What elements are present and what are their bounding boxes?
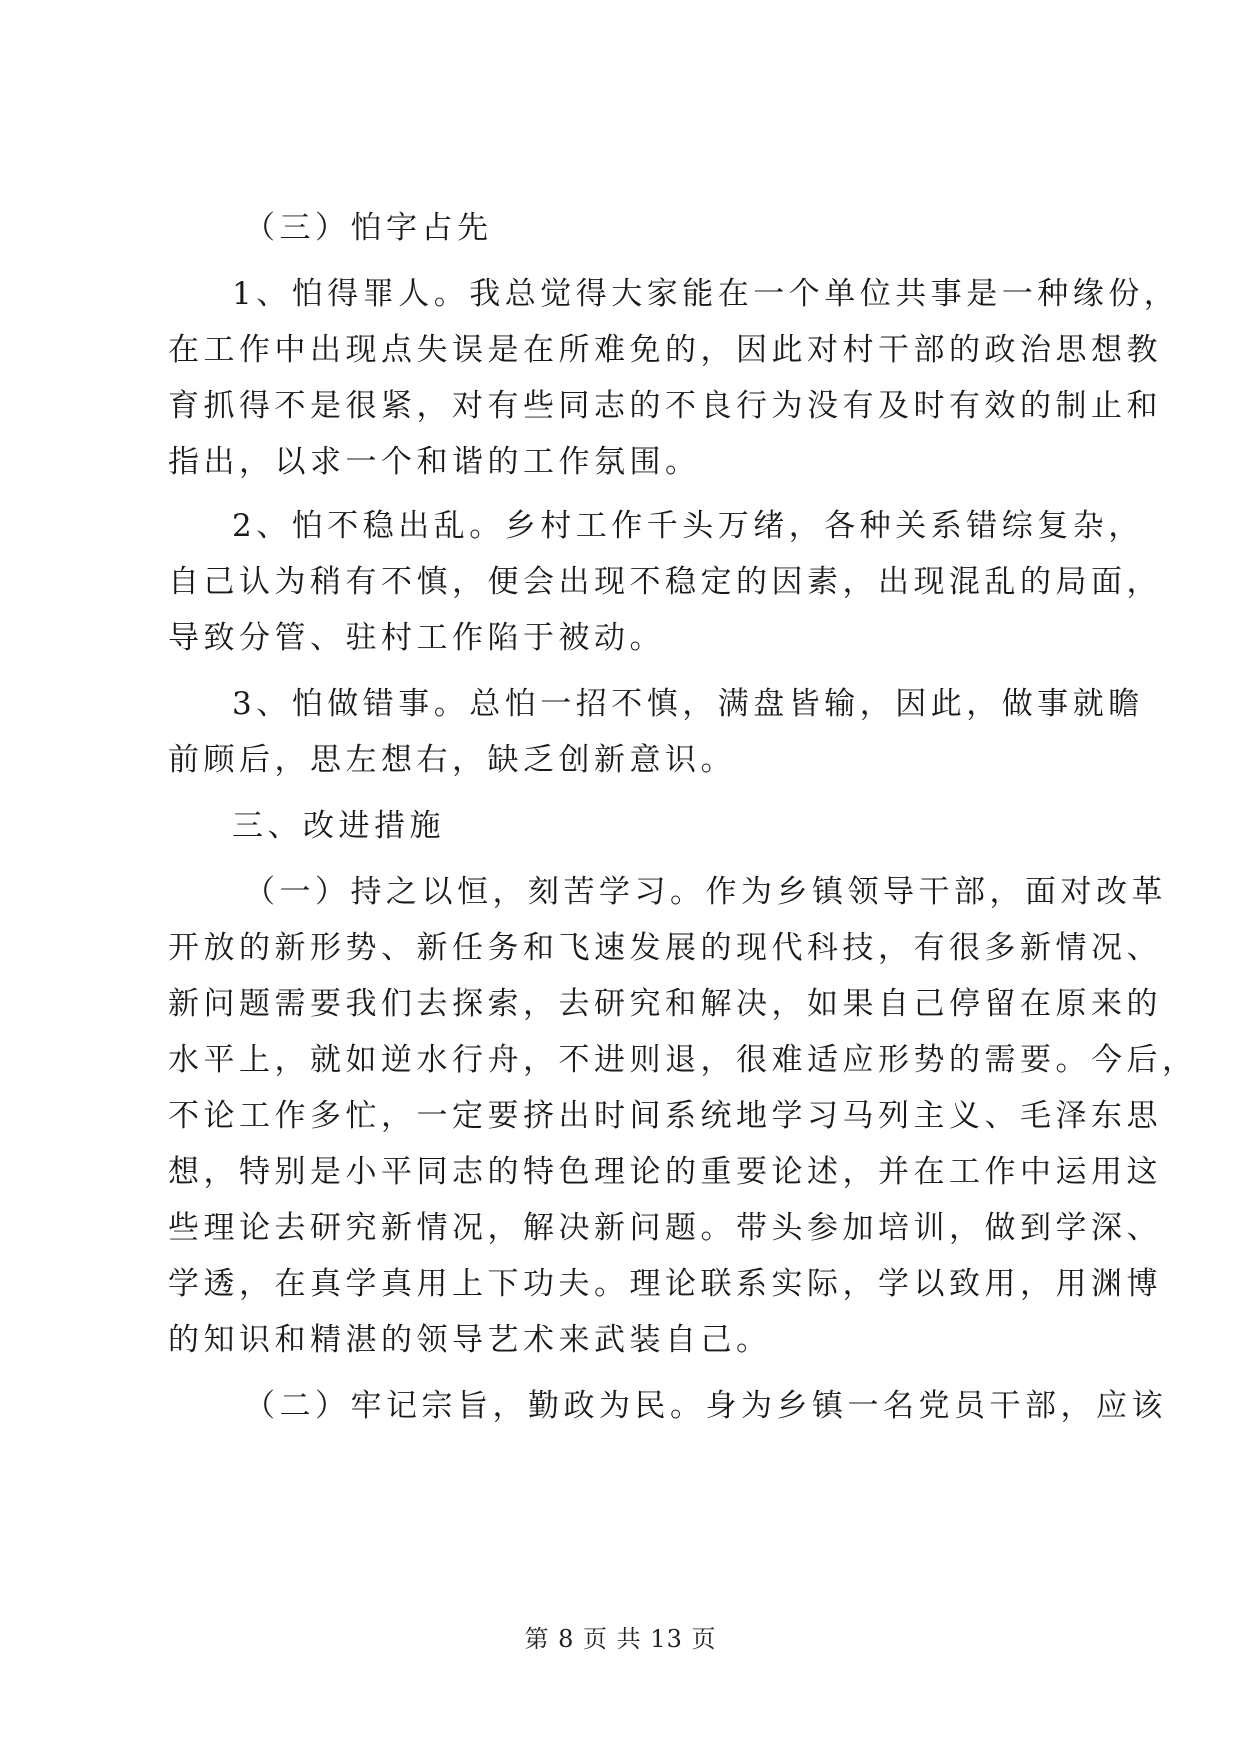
paragraph-line: 前顾后，思左想右，缺乏创新意识。: [168, 742, 736, 778]
section-heading: 三、改进措施: [232, 808, 445, 844]
paragraph-line: 水平上，就如逆水行舟，不进则退，很难适应形势的需要。今后，: [168, 1042, 1198, 1078]
paragraph-line: 3、怕做错事。总怕一招不慎，满盘皆输，因此，做事就瞻: [232, 686, 1144, 722]
paragraph-line: （二）牢记宗旨，勤政为民。身为乡镇一名党员干部，应该: [244, 1388, 1167, 1424]
paragraph-line: 1、怕得罪人。我总觉得大家能在一个单位共事是一种缘份，: [232, 276, 1180, 312]
paragraph-line: 开放的新形势、新任务和飞速发展的现代科技，有很多新情况、: [168, 930, 1162, 966]
paragraph-line: 些理论去研究新情况，解决新问题。带头参加培训，做到学深、: [168, 1210, 1162, 1246]
paragraph-line: 2、怕不稳出乱。乡村工作千头万绪，各种关系错综复杂，: [232, 508, 1144, 544]
paragraph-line: 导致分管、驻村工作陷于被动。: [168, 620, 665, 656]
paragraph-line: 自己认为稍有不慎，便会出现不稳定的因素，出现混乱的局面，: [168, 564, 1162, 600]
section-subheading: （三）怕字占先: [244, 210, 493, 246]
paragraph-line: 学透，在真学真用上下功夫。理论联系实际，学以致用，用渊博: [168, 1266, 1162, 1302]
paragraph-line: 在工作中出现点失误是在所难免的，因此对村干部的政治思想教: [168, 332, 1162, 368]
paragraph-line: 不论工作多忙，一定要挤出时间系统地学习马列主义、毛泽东思: [168, 1098, 1162, 1134]
page-number-footer: 第 8 页 共 13 页: [524, 1625, 717, 1653]
paragraph-line: 新问题需要我们去探索，去研究和解决，如果自己停留在原来的: [168, 986, 1162, 1022]
paragraph-line: 的知识和精湛的领导艺术来武装自己。: [168, 1322, 772, 1358]
paragraph-line: 指出，以求一个和谐的工作氛围。: [168, 444, 701, 480]
paragraph-line: （一）持之以恒，刻苦学习。作为乡镇领导干部，面对改革: [244, 874, 1167, 910]
paragraph-line: 想，特别是小平同志的特色理论的重要论述，并在工作中运用这: [168, 1154, 1162, 1190]
paragraph-line: 育抓得不是很紧，对有些同志的不良行为没有及时有效的制止和: [168, 388, 1162, 424]
